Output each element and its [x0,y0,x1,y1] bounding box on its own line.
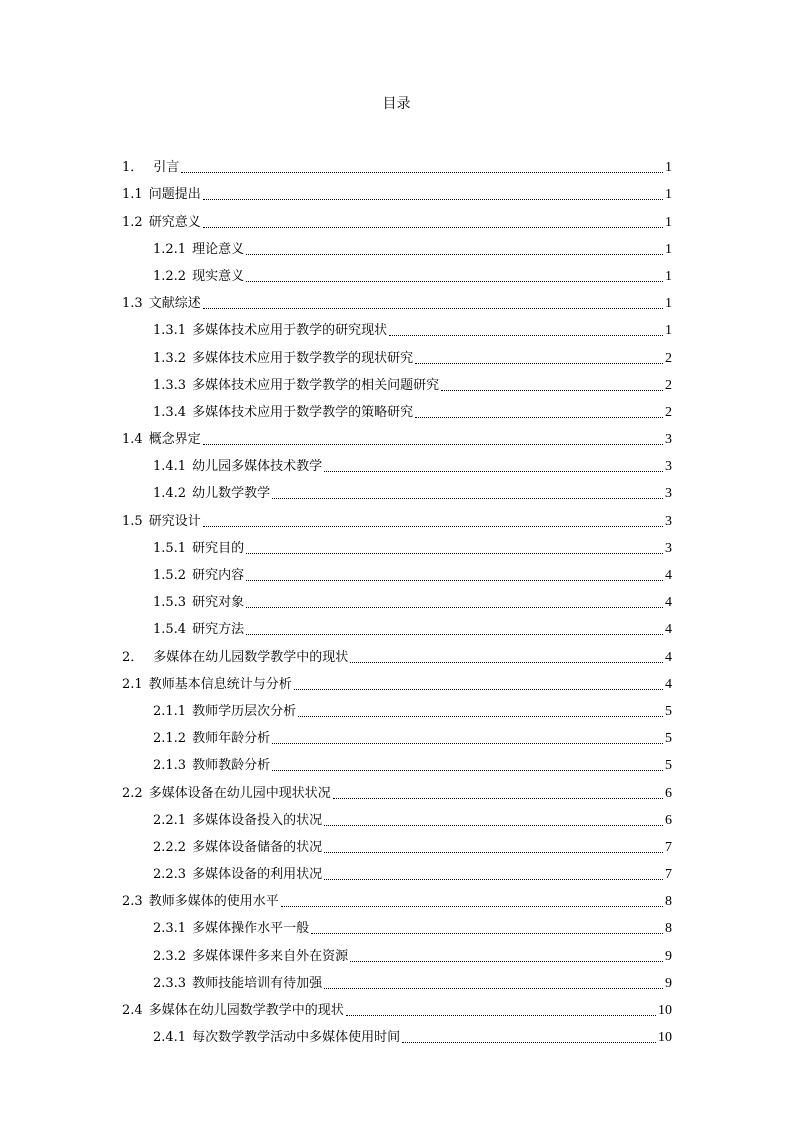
toc-entry[interactable] [122,368,672,395]
toc-dot-leader [203,199,663,200]
toc-entry-title: 教师教龄分析 [192,758,271,774]
toc-entry-title: 文献综述 [148,296,201,312]
toc-entry-page-number: 9 [665,975,672,991]
toc-entry-number: 2.2.2 [153,839,187,855]
toc-dot-leader [272,743,663,744]
toc-entry-number: 1.2.1 [153,241,187,257]
toc-entry-label [153,730,270,748]
toc-entry-page-number: 1 [665,214,672,230]
toc-dot-leader [246,553,663,554]
toc-entry-number: 2.1.2 [153,731,187,747]
toc-entry-title: 教师学历层次分析 [192,703,297,719]
toc-entry-number: 2.1 [122,676,143,692]
toc-entry-title: 研究目的 [192,540,245,556]
toc-entry-label [153,839,322,857]
toc-entry[interactable] [122,721,672,748]
toc-entry-number: 2.2.1 [153,812,187,828]
toc-dot-leader [415,417,663,418]
toc-entry[interactable] [122,259,672,286]
toc-entry-number: 2.4.1 [153,1030,187,1046]
toc-entry-page-number: 4 [665,622,672,638]
toc-entry-number: 2.3.3 [153,975,187,991]
toc-entry-label [153,485,270,503]
toc-entry-number: 2.2 [122,785,143,801]
toc-entry-page-number: 6 [665,785,672,801]
toc-entry-label [122,295,201,313]
toc-dot-leader [203,227,663,228]
toc-entry-label [153,377,439,395]
toc-entry-page-number: 3 [665,486,672,502]
toc-entry-title: 研究对象 [192,595,245,611]
toc-entry-label [122,649,348,667]
toc-entry-label [153,703,296,721]
toc-entry-label [153,866,322,884]
toc-dot-leader [246,634,663,635]
toc-entry-label [153,975,322,993]
toc-entry-page-number: 1 [665,160,672,176]
toc-entry-title: 每次数学教学活动中多媒体使用时间 [192,1030,401,1046]
toc-entry-number: 1.3.3 [153,377,187,393]
toc-entry[interactable] [122,857,672,884]
toc-entry-page-number: 4 [665,676,672,692]
toc-entry[interactable] [122,639,672,666]
toc-entry[interactable] [122,694,672,721]
toc-entry-title: 多媒体设备投入的状况 [192,812,323,828]
toc-entry[interactable] [122,177,672,204]
toc-entry-number: 2.3 [122,894,143,910]
toc-entry-page-number: 1 [665,187,672,203]
toc-entry-label [153,567,244,585]
toc-entry-page-number: 3 [665,513,672,529]
toc-entry-label [122,186,201,204]
toc-dot-leader [415,363,663,364]
toc-entry-number: 2． [122,649,144,665]
toc-entry-title: 现实意义 [192,268,245,284]
toc-entry-label [122,513,201,531]
toc-entry-title: 研究方法 [192,622,245,638]
toc-entry-page-number: 5 [665,703,672,719]
toc-entry[interactable] [122,204,672,231]
toc-entry-label [153,948,348,966]
toc-entry[interactable] [122,667,672,694]
toc-entry-title: 多媒体操作水平一般 [192,921,310,937]
toc-entry-title: 多媒体技术应用于数学教学的相关问题研究 [192,377,440,393]
toc-dot-leader [324,825,663,826]
toc-entry-title: 多媒体设备储备的状况 [192,839,323,855]
toc-entry[interactable] [122,340,672,367]
toc-entry-number: 2.4 [122,1003,143,1018]
toc-entry-title: 多媒体设备在幼儿园中现状状况 [148,785,331,801]
toc-dot-leader [203,444,663,445]
toc-entry-title: 教师年龄分析 [192,731,271,747]
toc-entry-number: 1.5.3 [153,595,187,611]
toc-entry[interactable] [122,286,672,313]
toc-entry-label [153,268,244,286]
page-title: 目录 [382,96,411,112]
toc-entry-page-number: 2 [665,404,672,420]
toc-entry-title: 多媒体设备的利用状况 [192,867,323,883]
toc-dot-leader [350,961,663,962]
toc-entry-title: 多媒体课件多来自外在资源 [192,948,349,964]
toc-entry-title: 研究意义 [148,214,201,230]
toc-entry-page-number: 1 [665,323,672,339]
toc-entry-title: 引言 [153,160,180,176]
toc-entry-label [122,785,331,803]
toc-entry-page-number: 3 [665,432,672,448]
toc-entry-page-number: 1 [665,268,672,284]
toc-entry[interactable] [122,422,672,449]
toc-entry-title: 概念界定 [148,432,201,448]
toc-dot-leader [272,770,663,771]
toc-dot-leader [324,852,663,853]
toc-entry-title: 多媒体技术应用于数学教学的现状研究 [192,350,414,366]
toc-entry[interactable] [122,1020,672,1047]
toc-dot-leader [441,390,663,391]
toc-entry[interactable] [122,884,672,911]
toc-entry-page-number: 4 [665,649,672,665]
toc-entry-page-number: 4 [665,595,672,611]
toc-entry-page-number: 2 [665,377,672,393]
toc-dot-leader [181,172,663,173]
toc-entry-number: 2.1.3 [153,758,187,774]
toc-entry[interactable] [122,313,672,340]
toc-entry-number: 2.3.2 [153,948,187,964]
toc-entry-page-number: 10 [658,1003,672,1018]
toc-dot-leader [246,607,663,608]
toc-entry-number: 1.5.4 [153,622,187,638]
toc-entry[interactable] [122,395,672,422]
toc-dot-leader [281,906,663,907]
toc-entry-title: 教师技能培训有待加强 [192,975,323,991]
toc-entry-page-number: 4 [665,568,672,583]
toc-entry-page-number: 7 [665,839,672,855]
toc-dot-leader [294,689,663,690]
toc-entry-title: 问题提出 [148,187,201,203]
toc-entry-number: 1.1 [122,187,143,203]
toc-dot-leader [324,471,663,472]
toc-entry-label [122,214,201,232]
toc-dot-leader [272,498,663,499]
toc-entry[interactable] [122,830,672,857]
toc-entry-label [153,757,270,775]
toc-entry-label [153,1029,400,1047]
toc-entry[interactable] [122,966,672,993]
toc-entry-page-number: 2 [665,350,672,366]
toc-entry-number: 1.2 [122,214,143,230]
toc-dot-leader [324,879,663,880]
toc-entry-title: 研究设计 [148,513,201,529]
toc-entry[interactable] [122,993,672,1020]
toc-dot-leader [389,335,663,336]
toc-entry-page-number: 3 [665,540,672,556]
toc-entry-label [153,350,413,368]
toc-entry-number: 1.5 [122,513,143,529]
toc-entry[interactable] [122,531,672,558]
toc-dot-leader [203,526,663,527]
toc-entry-label [122,893,279,911]
toc-entry-page-number: 5 [665,731,672,747]
toc-dot-leader [346,1015,656,1016]
toc-entry-page-number: 1 [665,296,672,312]
toc-entry-label [153,621,244,639]
toc-entry-label [153,920,309,938]
toc-entry-number: 2.1.1 [153,703,187,719]
toc-entry-label [122,676,292,694]
toc-entry[interactable] [122,775,672,802]
toc-entry[interactable] [122,476,672,503]
toc-entry-number: 2.3.1 [153,921,187,937]
toc-dot-leader [350,662,663,663]
toc-entry-label [122,1002,344,1020]
toc-entry-page-number: 6 [665,812,672,828]
toc-entry-number: 1.2.2 [153,268,187,284]
toc-entry-label [122,431,201,449]
toc-entry[interactable] [122,449,672,476]
toc-entry-number: 1.3.2 [153,350,187,366]
toc-entry-number: 1.4 [122,432,143,448]
toc-dot-leader [402,1042,656,1043]
toc-entry-label [153,458,322,476]
toc-dot-leader [246,580,663,581]
toc-entry-number: 1.3.4 [153,404,187,420]
toc-entry-page-number: 3 [665,459,672,475]
toc-entry[interactable] [122,585,672,612]
toc-dot-leader [203,308,663,309]
toc-entry[interactable] [122,503,672,530]
toc-entry[interactable] [122,748,672,775]
toc-entry-page-number: 9 [665,948,672,964]
toc-entry-label [153,322,387,340]
toc-dot-leader [333,798,663,799]
toc-entry-page-number: 5 [665,758,672,774]
toc-entry[interactable] [122,803,672,830]
toc-entry-title: 教师基本信息统计与分析 [148,676,292,692]
toc-entry-number: 1.5.1 [153,540,187,556]
toc-entry-label [153,241,244,259]
table-of-contents [122,150,672,1047]
toc-entry-page-number: 8 [665,894,672,910]
toc-entry-page-number: 8 [665,921,672,937]
toc-entry[interactable] [122,150,672,177]
toc-entry-title: 幼儿数学教学 [192,486,271,502]
toc-entry-number: 1.3 [122,296,143,312]
toc-entry[interactable] [122,612,672,639]
toc-entry[interactable] [122,938,672,965]
toc-entry-title: 理论意义 [192,241,245,257]
toc-dot-leader [324,988,663,989]
toc-entry[interactable] [122,232,672,259]
toc-entry-page-number: 7 [665,867,672,883]
toc-entry-number: 1.5.2 [153,568,187,583]
toc-entry-label [153,540,244,558]
toc-entry-title: 研究内容 [192,568,245,583]
toc-entry-number: 1.4.1 [153,459,187,475]
toc-entry[interactable] [122,911,672,938]
toc-entry-label [153,594,244,612]
toc-entry-label [153,404,413,422]
toc-entry-title: 多媒体在幼儿园数学教学中的现状 [153,649,349,665]
toc-entry-title: 多媒体技术应用于数学教学的策略研究 [192,404,414,420]
toc-entry-title: 多媒体技术应用于教学的研究现状 [192,323,388,339]
toc-entry-number: 2.2.3 [153,867,187,883]
toc-entry-number: 1.3.1 [153,323,187,339]
toc-entry-title: 多媒体在幼儿园数学教学中的现状 [148,1003,344,1018]
toc-dot-leader [298,716,663,717]
toc-dot-leader [246,254,663,255]
toc-entry[interactable] [122,558,672,585]
toc-entry-title: 幼儿园多媒体技术教学 [192,459,323,475]
toc-entry-page-number: 10 [658,1030,672,1046]
toc-entry-label [122,159,179,177]
toc-entry-title: 教师多媒体的使用水平 [148,894,279,910]
toc-entry-label [153,812,322,830]
toc-entry-page-number: 1 [665,241,672,257]
toc-entry-number: 1.4.2 [153,486,187,502]
toc-dot-leader [246,281,663,282]
toc-dot-leader [311,933,663,934]
toc-entry-number: 1． [122,160,144,176]
